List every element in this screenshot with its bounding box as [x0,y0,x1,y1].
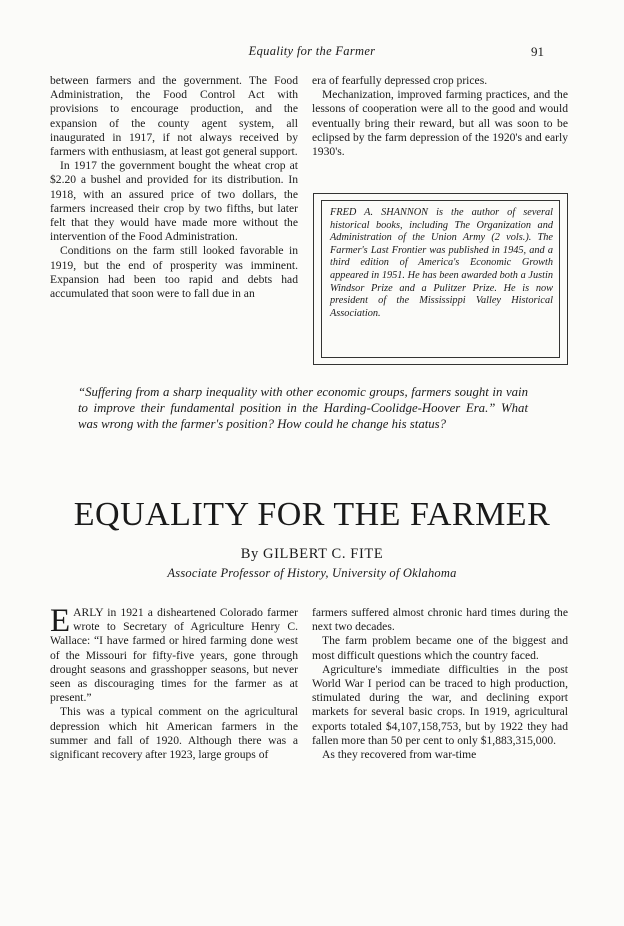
drop-cap: E [50,603,71,639]
running-title: Equality for the Farmer [248,44,376,58]
author-bio-box [313,193,568,365]
top-right-column [312,74,568,159]
running-header [0,44,624,60]
paragraph: between farmers and the government. The Food Administration, the Food Control Act with provisions to encourage production, and the expansion of the county agent system, all inaugurated in 1917, if not always received by farmers with enthusiasm, at least got general support. [50,74,298,159]
paragraph [50,603,298,705]
author-bio-text: FRED A. SHANNON is the author of several historical books, including The Organization and Administration of the Union Army (2 vols.). The Farmer's Last Frontier was published in 1945, and a third edition of America's Economic Growth appeared in 1951. He has been awarded both a Justin Windsor Prize and a Pulitzer Prize. He is now president of the Mississippi Valley Historical Association. [321,200,560,358]
paragraph: farmers suffered almost chronic hard times during the next two decades. [312,606,568,634]
paragraph: This was a typical comment on the agricultural depression which hit American farmers in the summer and fall of 1920. Although there was a significant recovery after 1923, large groups of [50,705,298,762]
top-left-column [50,74,298,301]
paragraph: In 1917 the government bought the wheat crop at $2.20 a bushel and provided for its distribution. In 1918, with an assured price of two dollars, the farmers increased their crop by two fifths, but later felt that they would have made more without the intervention of the Food Administration. [50,159,298,244]
bottom-right-column [312,606,568,762]
paragraph: The farm problem became one of the biggest and most difficult questions which the country faced. [312,634,568,662]
byline: By GILBERT C. FITE [240,546,384,562]
paragraph: Conditions on the farm still looked favorable in 1919, but the end of prosperity was imminent. Expansion had been too rapid and debts had accumulated that soon were to fall due in an [50,244,298,301]
article-title: EQUALITY FOR THE FARMER [73,496,551,533]
author-affiliation: Associate Professor of History, University of Oklahoma [167,566,457,580]
page-number: 91 [531,44,544,59]
bottom-left-column [50,603,298,762]
paragraph: era of fearfully depressed crop prices. [312,74,488,87]
paragraph: As they recovered from war-time [322,748,477,762]
pull-quote: “Suffering from a sharp inequality with other economic groups, farmers sought in vain to improve their fundamental position in the Harding-Coolidge-Hoover Era.” What was wrong with the farmer's position? How could he change his status? [78,385,528,431]
paragraph: Agriculture's immediate difficulties in the post World War I period can be traced to high production, stimulated during the war, and declining export markets for several basic crops. In 1919, agricultural exports totaled $4,107,158,753, but by 1922 they had fallen more than 50 per cent to only $1,883,315,000. [312,662,568,747]
paragraph: Mechanization, improved farming practices, and the lessons of cooperation were all to the good and would eventually bring their reward, but all was soon to be eclipsed by the farm depression of the 1920's and early 1930's. [312,88,568,159]
paragraph-text: ARLY in 1921 a disheartened Colorado farmer wrote to Secretary of Agriculture Henry C. Wallace: “I have farmed or hired farming done west of the Missouri for fifty-five years, gone through drought seasons and grasshopper seasons, but never seen as discouraging times for the farmer as at present.” [50,606,298,705]
